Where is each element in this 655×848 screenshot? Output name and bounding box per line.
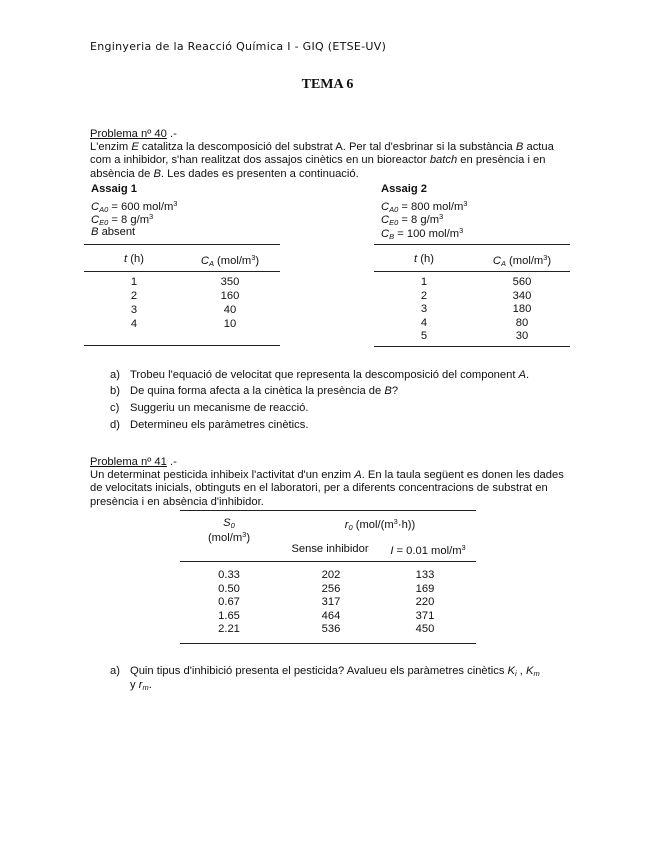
table-2-header-t: t (h): [414, 253, 434, 265]
assay-1-b-absent: B absent: [91, 226, 136, 238]
table-3-cell-s0: 0.50: [218, 582, 240, 595]
table-1-bottom-rule: [84, 345, 280, 346]
table-3-cell-inhibitor: 169: [415, 582, 435, 595]
intro-text: E: [131, 141, 139, 153]
table-3-cell-s0: 0.67: [218, 596, 240, 609]
problem-41-heading: [90, 456, 177, 468]
table-2-cell-ca: 30: [515, 330, 529, 343]
table-3-top-rule: [180, 510, 476, 511]
table-1-cell-t: 1: [130, 276, 138, 288]
table-2-cell-t: 5: [420, 330, 428, 343]
table-2-header-rule: [374, 271, 570, 272]
table-3-cell-s0: 0.33: [218, 569, 240, 581]
intro-text: A: [354, 469, 362, 481]
problem-40-intro: [90, 141, 560, 181]
intro-text: actua com a inhibidor, s'han realitzat dos assajos cinètics en un bioreactor: [90, 141, 554, 167]
table-2-cell-t: 4: [420, 316, 428, 329]
table-1-cell-t: 4: [130, 318, 138, 330]
table-3-cell-no-inhibitor: 536: [321, 623, 341, 636]
table-3-header-s0-unit: $(mol/m^3)$: [207, 530, 251, 544]
table-2-cell-ca: 80: [515, 316, 529, 329]
table-1-cell-ca: 40: [223, 304, 237, 316]
problem-41-label-suffix: .-: [166, 456, 177, 468]
assay-2-ce0: $C_{E0} = 8$ $g/m^3$: [381, 212, 444, 227]
problem-41-question-a-line2: y $r_m$.: [130, 679, 152, 692]
table-3-header-inhibitor: I = 0.01 mol/$m^3$: [390, 543, 466, 557]
table-1-header-rule: [84, 271, 280, 272]
assay-1-ca0: $C_{A0} = 600$ mol/$m^3$: [91, 199, 178, 214]
table-1-cell-t: 3: [130, 304, 138, 316]
question-a: a) Trobeu l'equació de velocitat que representa la descomposició del component A.: [110, 369, 530, 381]
table-3-cell-no-inhibitor: 202: [321, 569, 341, 581]
table-2-cell-t: 3: [420, 303, 428, 316]
question-d: d) Determineu els paràmetres cinètics.: [110, 419, 309, 431]
table-3-cell-inhibitor: 220: [415, 596, 435, 609]
question-c: c) Suggeriu un mecanisme de reacció.: [110, 402, 309, 414]
table-3-cell-s0: 2.21: [218, 623, 240, 636]
table-1-top-rule: [84, 244, 280, 245]
intro-text: B: [515, 141, 524, 153]
table-1-header-ca: $C_A$ $(mol/m^3)$: [200, 253, 260, 268]
page-title: TEMA 6: [301, 77, 354, 92]
table-1-cell-ca: 350: [220, 276, 240, 288]
problem-40-label: Problema nº 40: [90, 128, 167, 140]
table-2-header-ca: $C_A$ $(mol/m^3)$: [492, 253, 552, 268]
page-header: Enginyeria de la Reacció Química I - GIQ (ETSE-UV): [90, 40, 387, 53]
table-1-cell-ca: 10: [223, 318, 237, 330]
table-2-cell-ca: 180: [512, 303, 532, 316]
assay-2-cb: $C_B = 100$ mol/$m^3$: [381, 226, 464, 241]
table-3-cell-no-inhibitor: 317: [321, 596, 341, 609]
table-3-header-no-inhibitor: Sense inhibidor: [291, 543, 369, 555]
table-2-cell-t: 1: [420, 276, 428, 288]
table-3-cell-s0: 1.65: [218, 609, 240, 622]
assay-2-ca0: $C_{A0} = 800$ mol/$m^3$: [381, 199, 468, 214]
intro-text: L'enzim: [90, 141, 132, 153]
table-3-header-s0: $S_0$: [223, 517, 235, 530]
intro-text: . En la taula següent es donen les dades de velocitats inicials, obtinguts en el laboratori, per a diferents concentracions de substrat en presència i en absència d'inhibidor.: [90, 469, 564, 508]
problem-41-question-a: a) Quin tipus d'inhibició presenta el pesticida? Avalueu els paràmetres cinètics $K_i$ , $K_m$: [110, 665, 540, 678]
table-3-cell-no-inhibitor: 464: [321, 609, 341, 622]
intro-text: en presència i en absència de: [90, 154, 546, 180]
intro-text: . Les dades es presenten a continuació.: [160, 167, 359, 180]
table-3-cell-inhibitor: 133: [415, 569, 435, 581]
table-3-bottom-rule: [180, 643, 476, 644]
intro-text: batch: [429, 154, 458, 167]
table-2-top-rule: [374, 244, 570, 245]
problem-40-heading: [90, 128, 177, 140]
question-b: b) De quina forma afecta a la cinètica la presència de B?: [110, 385, 399, 397]
table-1-header-t: t (h): [124, 253, 144, 265]
table-3-header-r0: $r_0$ $(mol/(m^3\cdot h))$: [344, 517, 416, 532]
intro-text: B: [153, 167, 161, 180]
table-3-header-rule: [180, 561, 476, 562]
assay-2-title: Assaig 2: [381, 183, 428, 195]
table-2-bottom-rule: [374, 346, 570, 347]
table-3-cell-no-inhibitor: 256: [321, 582, 341, 595]
assay-1-title: Assaig 1: [91, 183, 138, 195]
table-2-cell-t: 2: [420, 289, 428, 302]
table-2-cell-ca: 560: [512, 276, 532, 288]
problem-40-label-suffix: .-: [166, 128, 177, 140]
table-1-cell-ca: 160: [220, 290, 240, 302]
intro-text: catalitza la descomposició del substrat A. Per tal d'esbrinar si la substància: [138, 141, 516, 153]
table-1-cell-t: 2: [130, 290, 138, 302]
assay-1-ce0: $C_{E0} = 8$ $g/m^3$: [91, 212, 154, 227]
intro-text: Un determinat pesticida inhibeix l'activitat d'un enzim: [90, 469, 355, 481]
table-3-cell-inhibitor: 450: [415, 623, 435, 636]
table-2-cell-ca: 340: [512, 289, 532, 302]
problem-41-intro: [90, 469, 565, 509]
table-3-cell-inhibitor: 371: [415, 609, 435, 622]
problem-41-label: Problema nº 41: [90, 456, 167, 468]
